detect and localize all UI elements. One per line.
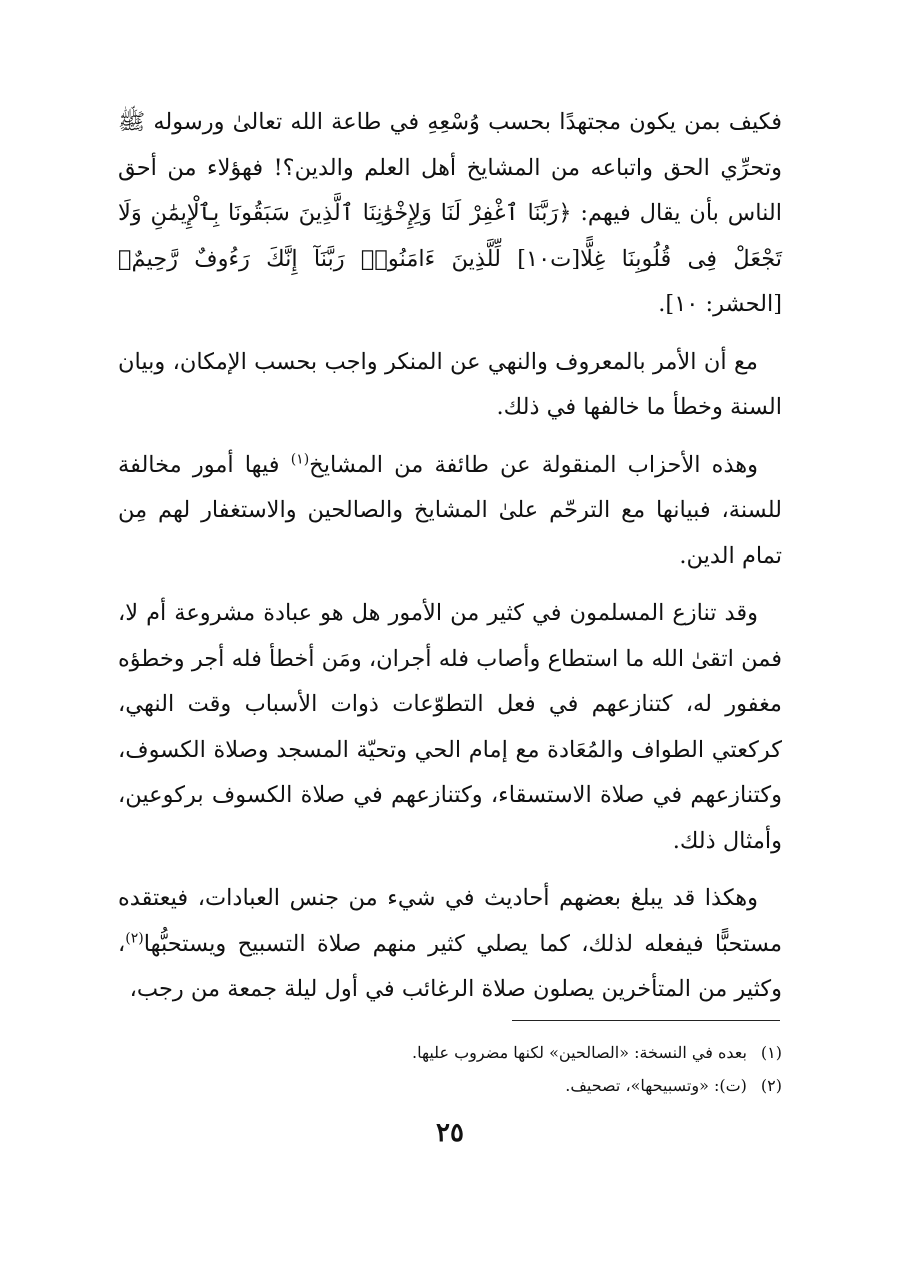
footnote-separator [512, 1020, 780, 1021]
paragraph-5-text-after: ، وكثير من المتأخرين يصلون صلاة الرغائب في أول ليلة جمعة من رجب، [118, 930, 782, 1002]
footnote-ref-1: (١) [290, 451, 310, 467]
paragraph-3-text-before: وهذه الأحزاب المنقولة عن طائفة من المشايخ [309, 451, 758, 478]
main-text [118, 100, 782, 1025]
footnote-1 [118, 1036, 782, 1069]
footnote-1-text: بعده في النسخة: «الصالحين» لكنها مضروب عليها. [412, 1043, 747, 1062]
footnote-ref-2: (٢) [125, 930, 144, 946]
paragraph-3-text-after: فيها أمور مخالفة للسنة، فبيانها مع الترحّم علىٰ المشايخ والصالحين والاستغفار لهم مِن تمام الدين. [118, 451, 782, 569]
paragraph-5-text-before: وهكذا قد يبلغ بعضهم أحاديث في شيء من جنس العبادات، فيعتقده مستحبًّا فيفعله لذلك، كما يصلي كثير منهم صلاة التسبيح ويستحبُّها [118, 885, 782, 957]
paragraph-1-text: فكيف بمن يكون مجتهدًا بحسب وُسْعِهِ في طاعة الله تعالىٰ ورسوله ﷺ وتحرِّي الحق واتباعه من المشايخ أهل العلم والدين؟! فهؤلاء من أحق الناس بأن يقال فيهم: ﴿رَبَّنَا ٱغْفِرْ لَنَا وَلِإِخْوَٰنِنَا ٱلَّذِينَ سَبَقُونَا بِٱلْإِيمَٰنِ وَلَا تَجْعَلْ فِى قُلُوبِنَا غِلًّا[ت١٠] لِّلَّذِينَ ءَامَنُوا۟ رَبَّنَآ إِنَّكَ رَءُوفٌ رَّحِيمٌ﴾ [الحشر: ١٠]. [118, 109, 782, 317]
paragraph-4-text: وقد تنازع المسلمون في كثير من الأمور هل هو عبادة مشروعة أم لا، فمن اتقىٰ الله ما استطاع وأصاب فله أجران، ومَن أخطأ فله أجر وخطؤه مغفور له، كتنازعهم في فعل التطوّعات ذوات الأسباب وقت النهي، كركعتي الطواف والمُعَادة مع إمام الحي وتحيّة المسجد وصلاة الكسوف، وكتنازعهم في صلاة الاستسقاء، وكتنازعهم في صلاة الكسوف بركوعين، وأمثال ذلك. [118, 600, 782, 854]
paragraph-5 [118, 876, 782, 1013]
paragraph-1 [118, 100, 782, 328]
paragraph-3 [118, 443, 782, 580]
paragraph-2 [118, 340, 782, 431]
footnotes [118, 1036, 782, 1102]
paragraph-2-text: مع أن الأمر بالمعروف والنهي عن المنكر واجب بحسب الإمكان، وبيان السنة وخطأ ما خالفها في ذلك. [118, 348, 782, 420]
footnote-2 [118, 1069, 782, 1102]
footnote-1-number: (١) [760, 1043, 782, 1062]
page-number: ٢٥ [436, 1118, 464, 1148]
footnote-2-text: (ت): «وتسبيحها»، تصحيف. [565, 1076, 747, 1095]
footnote-2-number: (٢) [760, 1076, 782, 1095]
paragraph-4 [118, 591, 782, 864]
